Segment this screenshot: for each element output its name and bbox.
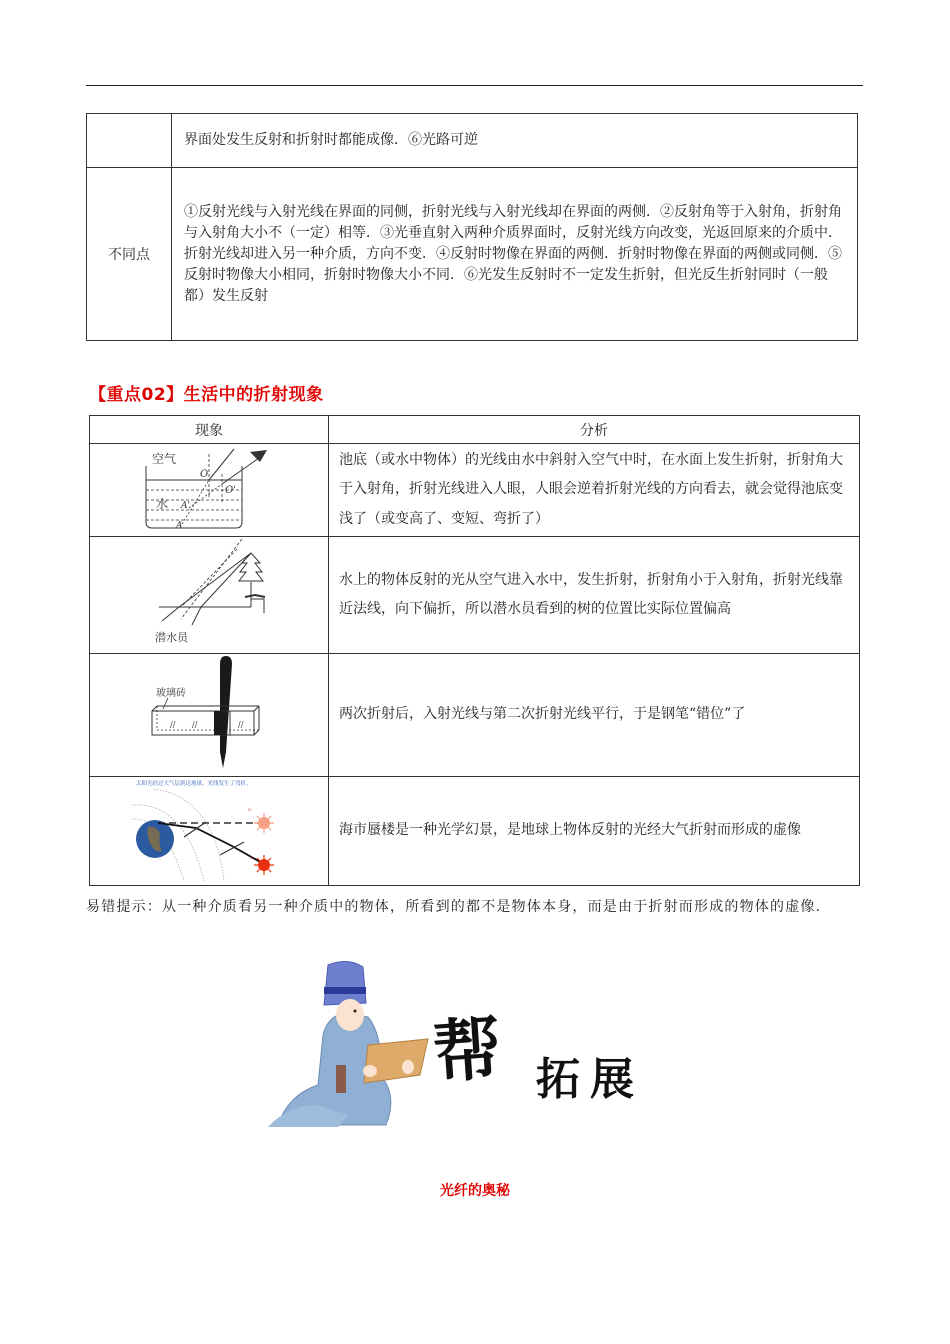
figure-cell — [90, 444, 329, 537]
diver-sees-tree-diagram — [139, 537, 279, 649]
row-label: 不同点 — [87, 168, 172, 341]
analysis-text: 海市蜃楼是一种光学幻景，是地球上物体反射的光经大气折射而形成的虚像 — [329, 777, 860, 886]
diagram-caption: 太阳光经过大气层到达地球，光线发生了弯折。 — [136, 781, 252, 787]
analysis-text: 两次折射后，入射光线与第二次折射光线平行，于是钢笔“错位”了 — [329, 654, 860, 777]
pool-bottom-refraction-diagram — [134, 444, 284, 532]
figure-cell — [90, 537, 329, 654]
label-diver: 潜水员 — [155, 631, 188, 644]
label-s-prime: S' — [248, 807, 252, 812]
table-row — [87, 168, 858, 341]
label-glass-brick: 玻璃砖 — [156, 688, 186, 699]
label-a: A — [176, 521, 183, 531]
banner-big-character: 帮 — [430, 1008, 505, 1094]
column-header-phenomenon: 现象 — [90, 416, 329, 444]
scholar-reading-icon — [268, 955, 438, 1130]
error-tip: 易错提示：从一种介质看另一种介质中的物体，所看到的都不是物体本身，而是由于折射而形成的物体的虚像． — [86, 899, 831, 915]
svg-text://: // — [192, 720, 198, 729]
extension-banner — [268, 955, 668, 1130]
row-content: 界面处发生反射和折射时都能成像．⑥光路可逆 — [172, 114, 858, 168]
label-a-prime: A' — [181, 501, 190, 511]
analysis-text: 池底（或水中物体）的光线由水中斜射入空气中时，在水面上发生折射，折射角大于入射角，折射光线进入人眼，人眼会逆着折射光线的方向看去，就会觉得池底变浅了（或变高了、变短、弯折了） — [329, 444, 860, 537]
row-label — [87, 114, 172, 168]
figure-cell — [90, 654, 329, 777]
figure-cell — [90, 777, 329, 886]
banner-title: 拓展 — [536, 1054, 644, 1105]
column-header-analysis: 分析 — [329, 416, 860, 444]
section-title: 【重点02】生活中的折射现象 — [89, 385, 324, 405]
pen-through-glass-brick-diagram — [134, 654, 284, 772]
svg-text://: // — [170, 720, 176, 729]
table-row — [87, 114, 858, 168]
phenomena-table — [89, 415, 860, 886]
label-water: 水 — [156, 497, 169, 511]
svg-text://: // — [238, 720, 244, 729]
table-row — [90, 654, 860, 777]
analysis-text: 水上的物体反射的光从空气进入水中，发生折射，折射角小于入射角，折射光线靠近法线，向下偏折，所以潜水员看到的树的位置比实际位置偏高 — [329, 537, 860, 654]
table-row — [90, 537, 860, 654]
row-content: ①反射光线与入射光线在界面的同侧，折射光线与入射光线却在界面的两侧．②反射角等于入射角，折射角与入射角大小不（一定）相等．③光垂直射入两种介质界面时，反射光线方向改变，光返回原来的介质中．折射光线却进入另一种介质，方向不变．④反射时物像在界面的两侧．折射时物像在界面的两侧或同侧．⑤反射时物像大小相同，折射时物像大小不同．⑥光发生反射时不一定发生折射，但光反生折射同时（一般都）发生反射 — [172, 168, 858, 341]
page-header-rule — [86, 85, 863, 86]
subsection-title: 光纤的奥秘 — [440, 1183, 510, 1199]
table-row — [90, 777, 860, 886]
label-s: S — [250, 855, 253, 860]
real-sun-icon — [254, 855, 274, 875]
table-row — [90, 444, 860, 537]
atmospheric-refraction-sun-diagram — [124, 777, 294, 881]
virtual-sun-icon — [254, 813, 274, 833]
table-header-row — [90, 416, 860, 444]
comparison-table — [86, 113, 858, 341]
label-o-prime: O' — [225, 485, 236, 496]
label-o: O — [200, 469, 209, 480]
label-air: 空气 — [152, 452, 177, 466]
